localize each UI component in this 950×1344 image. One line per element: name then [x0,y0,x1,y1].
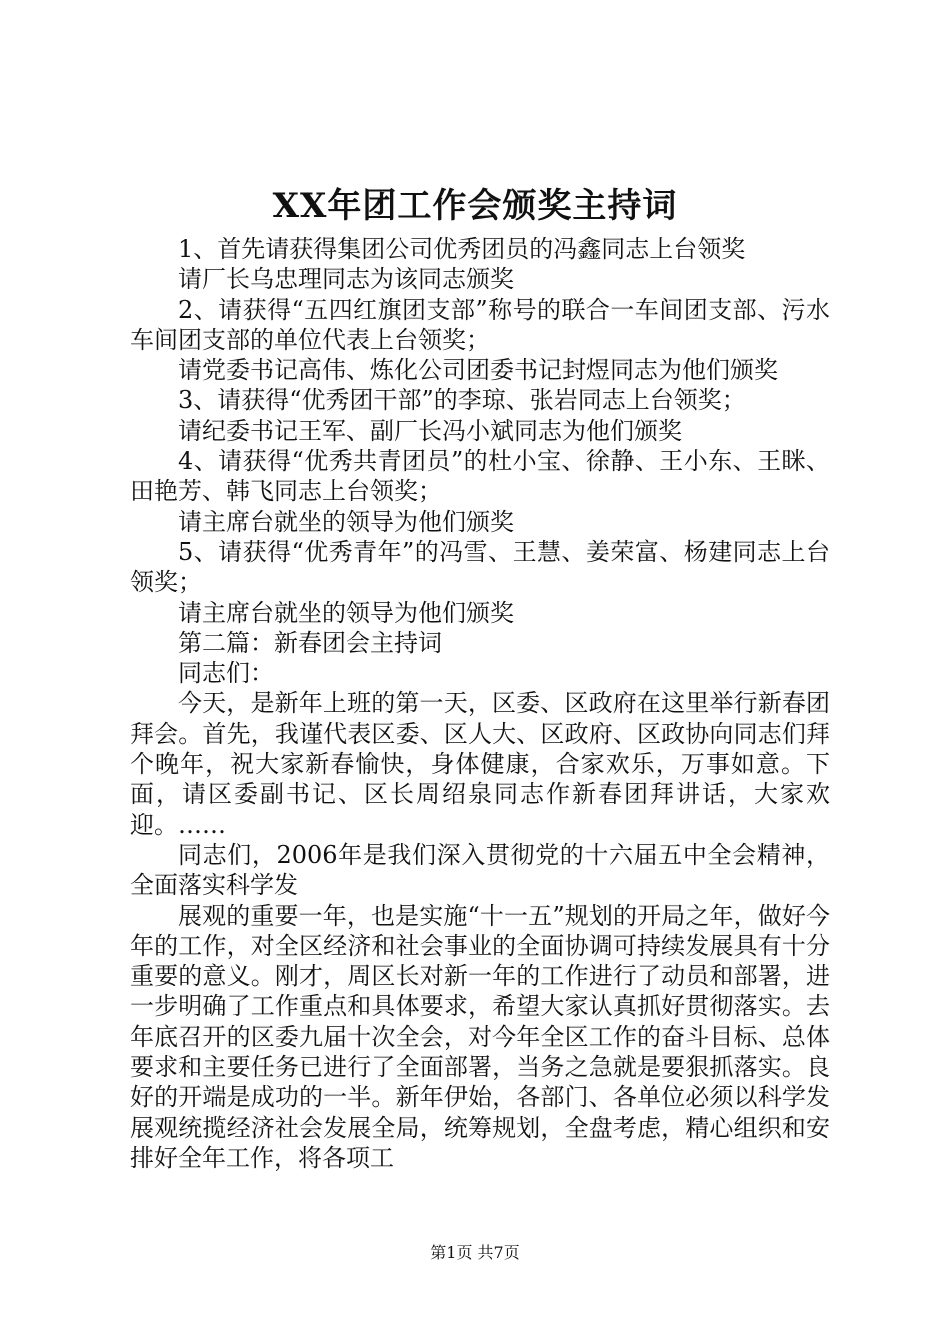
paragraph: 1、首先请获得集团公司优秀团员的冯鑫同志上台领奖 [178,235,746,263]
paragraph: 请厂长乌忠理同志为该同志颁奖 [178,265,514,294]
salutation: 同志们： [178,659,274,688]
paragraph: 同志们，2006年是我们深入贯彻党的十六届五中全会精神，全面落实科学发 [130,840,830,900]
paragraph: 2、请获得“五四红旗团支部”称号的联合一车间团支部、污水车间团支部的单位代表上台领奖； [130,295,830,354]
paragraph: 3、请获得“优秀团干部”的李琼、张岩同志上台领奖； [178,386,746,415]
paragraph: 4、请获得“优秀共青团员”的杜小宝、徐静、王小东、王眯、田艳芳、韩飞同志上台领奖； [130,447,830,506]
paragraph: 展观的重要一年，也是实施“十一五”规划的开局之年，做好今年的工作，对全区经济和社会事业的全面协调可持续发展具有十分重要的意义。刚才，周区长对新一年的工作进行了动员和部署，进一步明确了工作重点和具体要求，希望大家认真抓好贯彻落实。去年底召开的区委九届十次全会，对今年全区工作的奋斗目标、总体要求和主要任务已进行了全面部署，当务之急就是要狠抓落实。良好的开端是成功的一半。新年伊始，各部门、各单位必须以科学发展观统揽经济社会发展全局，统筹规划，全盘考虑，精心组织和安排好全年工作，将各项工 [130,901,830,1172]
section-heading: 第二篇：新春团会主持词 [178,628,442,657]
paragraph: 请主席台就坐的领导为他们颁奖 [178,507,514,536]
paragraph: 今天，是新年上班的第一天，区委、区政府在这里举行新春团拜会。首先，我谨代表区委、区人大、区政府、区政协向同志们拜个晚年，祝大家新春愉快，身体健康，合家欢乐，万事如意。下面，请区委副书记、区长周绍泉同志作新春团拜讲话，大家欢迎。…… [130,689,830,839]
paragraph: 请主席台就坐的领导为他们颁奖 [178,598,514,627]
document-title: XX年团工作会颁奖主持词 [272,186,678,226]
paragraph: 请党委书记高伟、炼化公司团委书记封煜同志为他们颁奖 [178,356,778,385]
document-body [130,234,830,1173]
paragraph: 5、请获得“优秀青年”的冯雪、王慧、姜荣富、杨建同志上台领奖； [130,537,830,597]
paragraph: 请纪委书记王军、副厂长冯小斌同志为他们颁奖 [178,416,682,445]
page-footer: 第1页 共7页 [430,1243,520,1262]
